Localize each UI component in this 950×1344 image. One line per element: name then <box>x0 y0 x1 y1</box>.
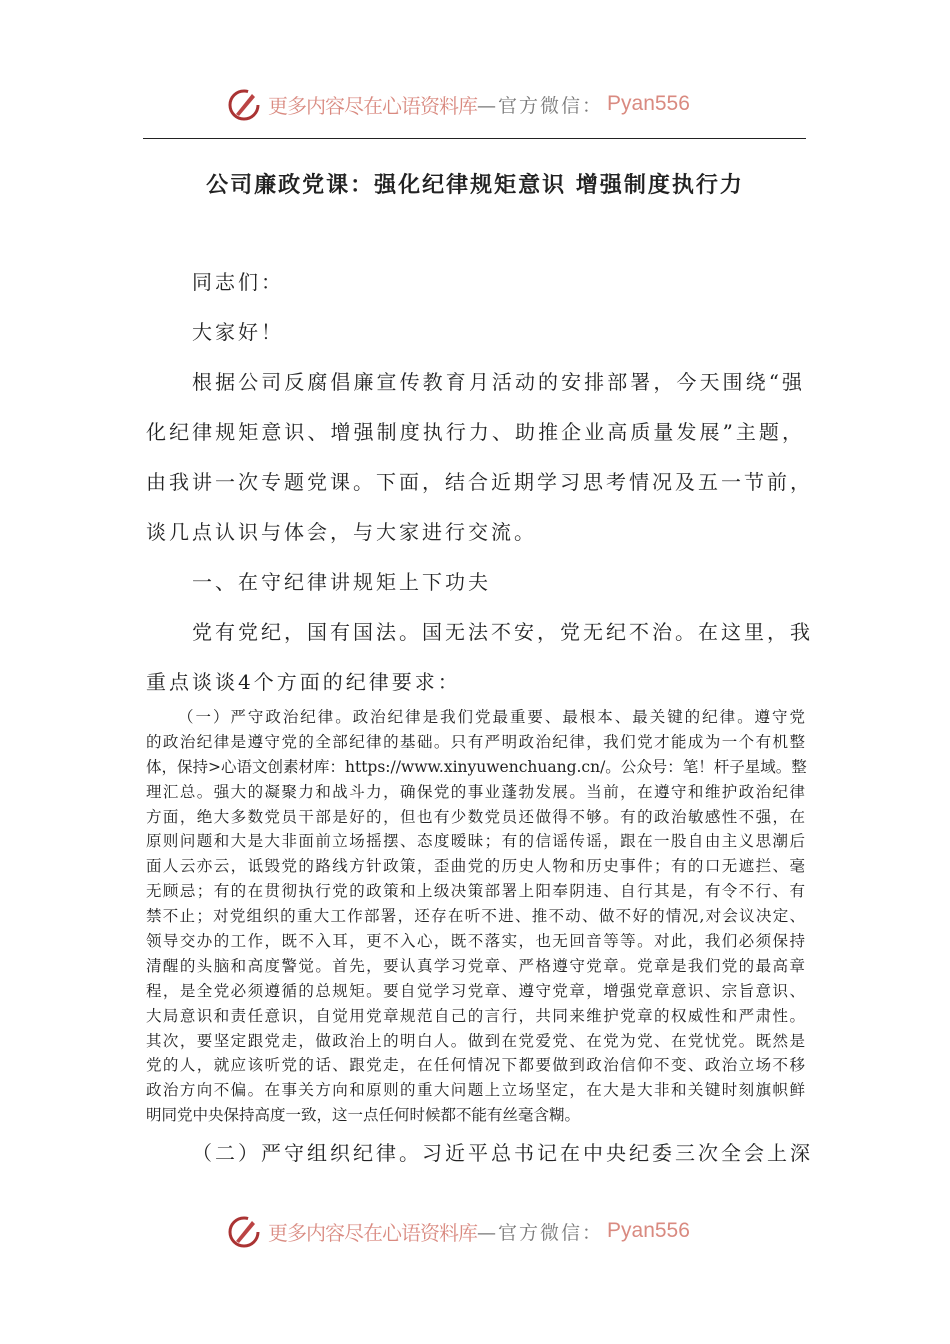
text-line: 领导交办的工作，既不入耳，更不入心，既不落实，也无回音等等。对此，我们必须保持 <box>146 932 805 951</box>
text-line: （一）严守政治纪律。政治纪律是我们党最重要、最根本、最关键的纪律。遵守党 <box>178 708 805 726</box>
text-line: 大家好！ <box>192 320 284 344</box>
text-line: 清醒的头脑和高度警觉。首先，要认真学习党章、严格遵守党章。党章是我们党的最高章 <box>146 956 805 975</box>
section-heading: 一、在守纪律讲规矩上下功夫 <box>192 570 491 594</box>
text-line: 谈几点认识与体会，与大家进行交流。 <box>146 520 537 544</box>
banner-text: 更多内容尽在心语资料库 <box>268 1220 477 1245</box>
text-line: 无顾忌；有的在贯彻执行党的政策和上级决策部署上阳奉阴违、自行其是，有令不行、有 <box>146 882 805 901</box>
text-line: 其次，要坚定跟党走，做政治上的明白人。做到在党爱党、在党为党、在党忧党。既然是 <box>146 1031 805 1050</box>
text-line: 由我讲一次专题党课。下面，结合近期学习思考情况及五一节前， <box>146 470 813 494</box>
text-line: 重点谈谈4个方面的纪律要求： <box>146 670 461 694</box>
pen-logo-icon <box>226 86 262 122</box>
small-paragraph <box>146 705 805 1128</box>
text-line: 根据公司反腐倡廉宣传教育月活动的安排部署，今天围绕“强 <box>192 370 805 394</box>
text-line: 原则问题和大是大非面前立场摇摆、态度暧昧；有的信谣传谣，跟在一股自由主义思潮后 <box>146 832 805 851</box>
text-line: 化纪律规矩意识、增强制度执行力、助推企业高质量发展”主题， <box>146 420 805 444</box>
body-text-continued <box>146 1128 813 1178</box>
banner-text: 更多内容尽在心语资料库 <box>268 93 477 118</box>
text-line: 程，是全党必须遵循的总规矩。要自觉学习党章、遵守党章，增强党章意识、宗旨意识、 <box>146 981 805 1000</box>
header-banner <box>226 84 726 124</box>
body-text <box>146 257 813 707</box>
document-title: 公司廉政党课：强化纪律规矩意识 增强制度执行力 <box>206 173 744 198</box>
banner-wechat-id: Pyan556 <box>607 92 690 115</box>
text-line: 理汇总。强大的凝聚力和战斗力，确保党的事业蓬勃发展。当前，在遵守和维护政治纪律 <box>146 782 805 801</box>
footer-banner <box>226 1211 726 1251</box>
text-line: 党的人，就应该听党的话、跟党走，在任何情况下都要做到政治信仰不变、政治立场不移 <box>146 1056 805 1075</box>
header-rule <box>143 138 806 139</box>
text-line: 的政治纪律是遵守党的全部纪律的基础。只有严明政治纪律，我们党才能成为一个有机整 <box>146 732 805 751</box>
banner-wechat-label: —官方微信： <box>477 94 604 117</box>
banner-wechat-id: Pyan556 <box>607 1219 690 1242</box>
text-line: 同志们： <box>192 270 284 294</box>
text-line: 体，保持>心语文创素材库：https://www.xinyuwenchuang.cn/。公众号：笔！杆子星域。整 <box>146 757 807 776</box>
text-line: 政治方向不偏。在事关方向和原则的重大问题上立场坚定，在大是大非和关键时刻旗帜鲜 <box>146 1081 805 1100</box>
pen-logo-icon <box>226 1213 262 1249</box>
text-line: 大局意识和责任意识，自觉用党章规范自己的言行，共同来维护党章的权威性和严肃性。 <box>146 1006 805 1025</box>
text-line: 禁不止；对党组织的重大工作部署，还存在听不进、推不动、做不好的情况,对会议决定、 <box>146 907 805 926</box>
text-line: 明同党中央保持高度一致，这一点任何时候都不能有丝毫含糊。 <box>146 1106 581 1125</box>
banner-wechat-label: —官方微信： <box>477 1221 604 1244</box>
text-line: 面人云亦云，诋毁党的路线方针政策，歪曲党的历史人物和历史事件；有的口无遮拦、毫 <box>146 857 805 876</box>
text-line: （二）严守组织纪律。习近平总书记在中央纪委三次全会上深 <box>192 1141 813 1165</box>
text-line: 党有党纪，国有国法。国无法不安，党无纪不治。在这里，我 <box>192 620 813 644</box>
text-line: 方面，绝大多数党员干部是好的，但也有少数党员还做得不够。有的政治敏感性不强，在 <box>146 807 805 826</box>
